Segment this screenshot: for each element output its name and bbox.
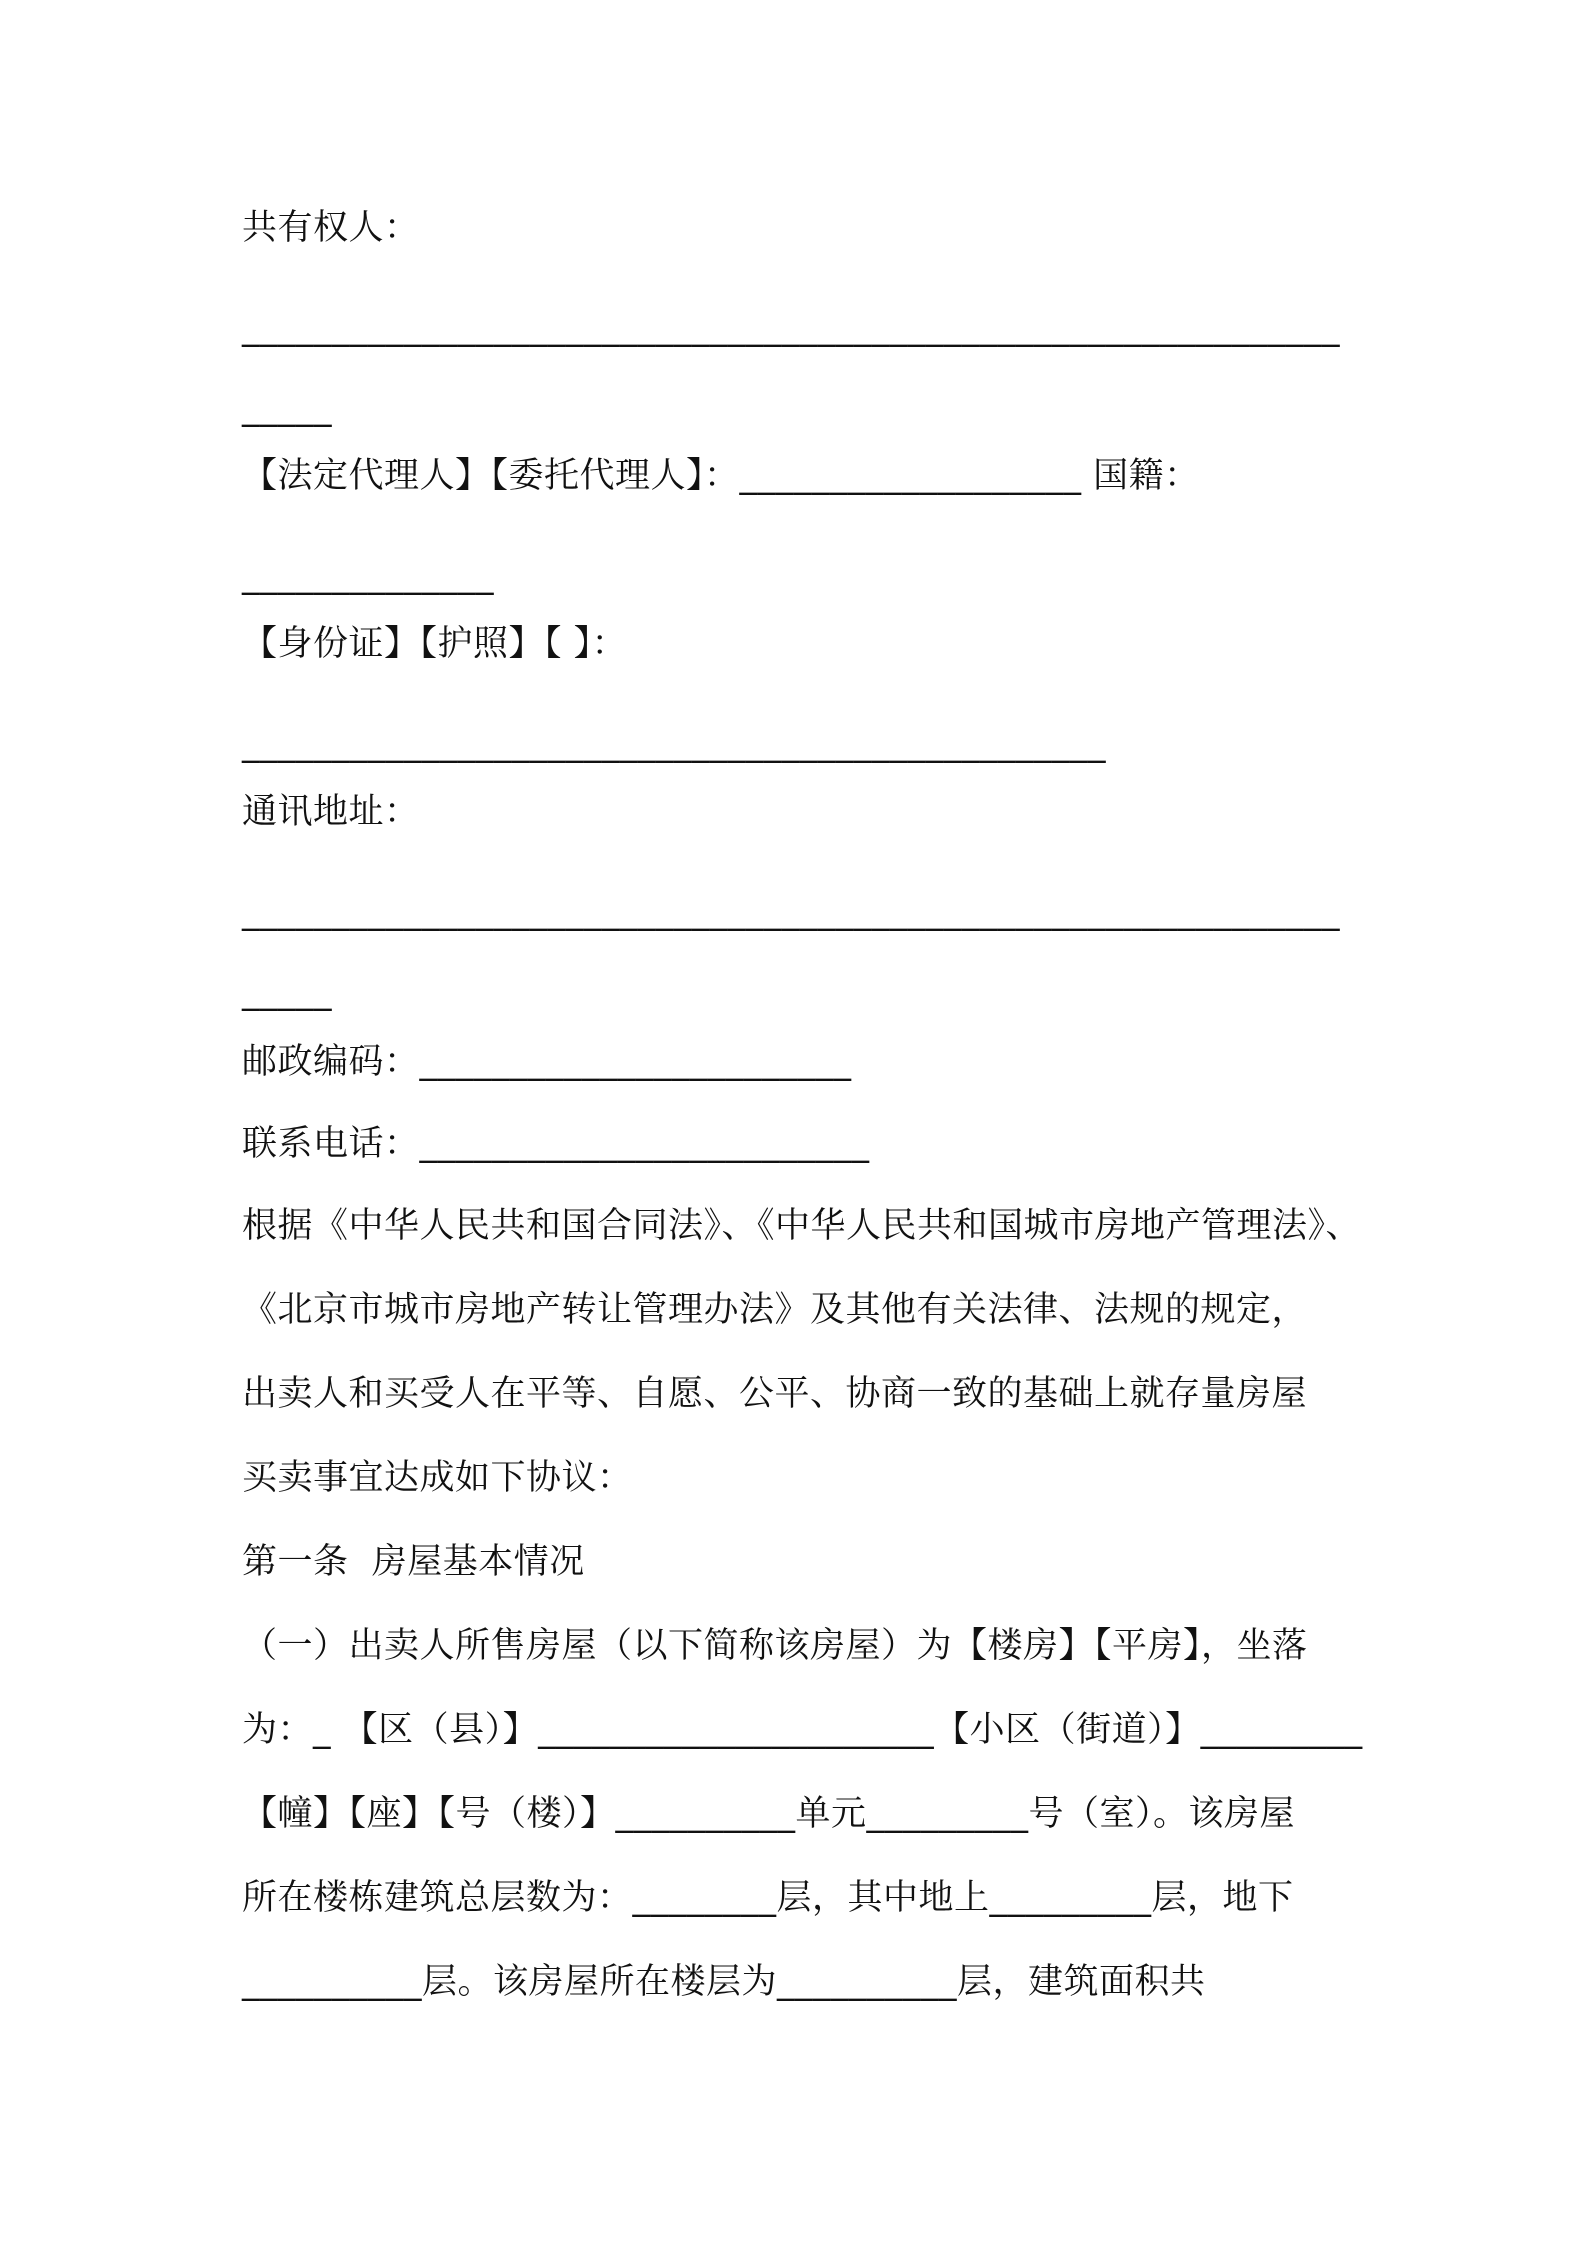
clause-1-line-5: __________层。该房屋所在楼层为__________层，建筑面积共	[242, 1962, 1206, 2002]
phone-line: 联系电话：_________________________	[242, 1124, 870, 1164]
id-document-label: 【身份证】【护照】【 】：	[242, 624, 628, 664]
agent-nationality-line: 【法定代理人】【委托代理人】：___________________ 国籍：	[242, 456, 1200, 496]
clause-1-line-2: 为：_ 【区（县）】______________________【小区（街道）】_________	[242, 1710, 1363, 1750]
preamble-line-1: 根据《中华人民共和国合同法》、《中华人民共和国城市房地产管理法》、	[242, 1206, 1362, 1246]
clause-1-line-4: 所在楼栋建筑总层数为：________层，其中地上_________层，地下	[242, 1878, 1294, 1918]
id-document-blank-line: ________________________________________________	[242, 724, 1106, 764]
clause-1-line-1: （一）出卖人所售房屋（以下简称该房屋）为【楼房】【平房】，坐落	[242, 1626, 1308, 1666]
clause-1-line-3: 【幢】【座】【号（楼）】__________单元_________号（室）。该房屋	[242, 1794, 1296, 1834]
address-blank-continuation: _____	[242, 972, 332, 1012]
preamble-line-3: 出卖人和买受人在平等、自愿、公平、协商一致的基础上就存量房屋	[242, 1374, 1308, 1414]
preamble-line-2: 《北京市城市房地产转让管理办法》及其他有关法律、法规的规定，	[242, 1290, 1308, 1330]
co-owner-label: 共有权人：	[242, 208, 420, 248]
address-blank-line: _____________________________________________________________	[242, 892, 1340, 932]
article-1-heading: 第一条 房屋基本情况	[242, 1542, 585, 1582]
address-label: 通讯地址：	[242, 792, 420, 832]
postal-code-line: 邮政编码：________________________	[242, 1042, 852, 1082]
co-owner-blank-line: _____________________________________________________________	[242, 308, 1340, 348]
co-owner-blank-continuation: _____	[242, 388, 332, 428]
preamble-line-4: 买卖事宜达成如下协议：	[242, 1458, 633, 1498]
nationality-blank-line: ______________	[242, 556, 494, 596]
